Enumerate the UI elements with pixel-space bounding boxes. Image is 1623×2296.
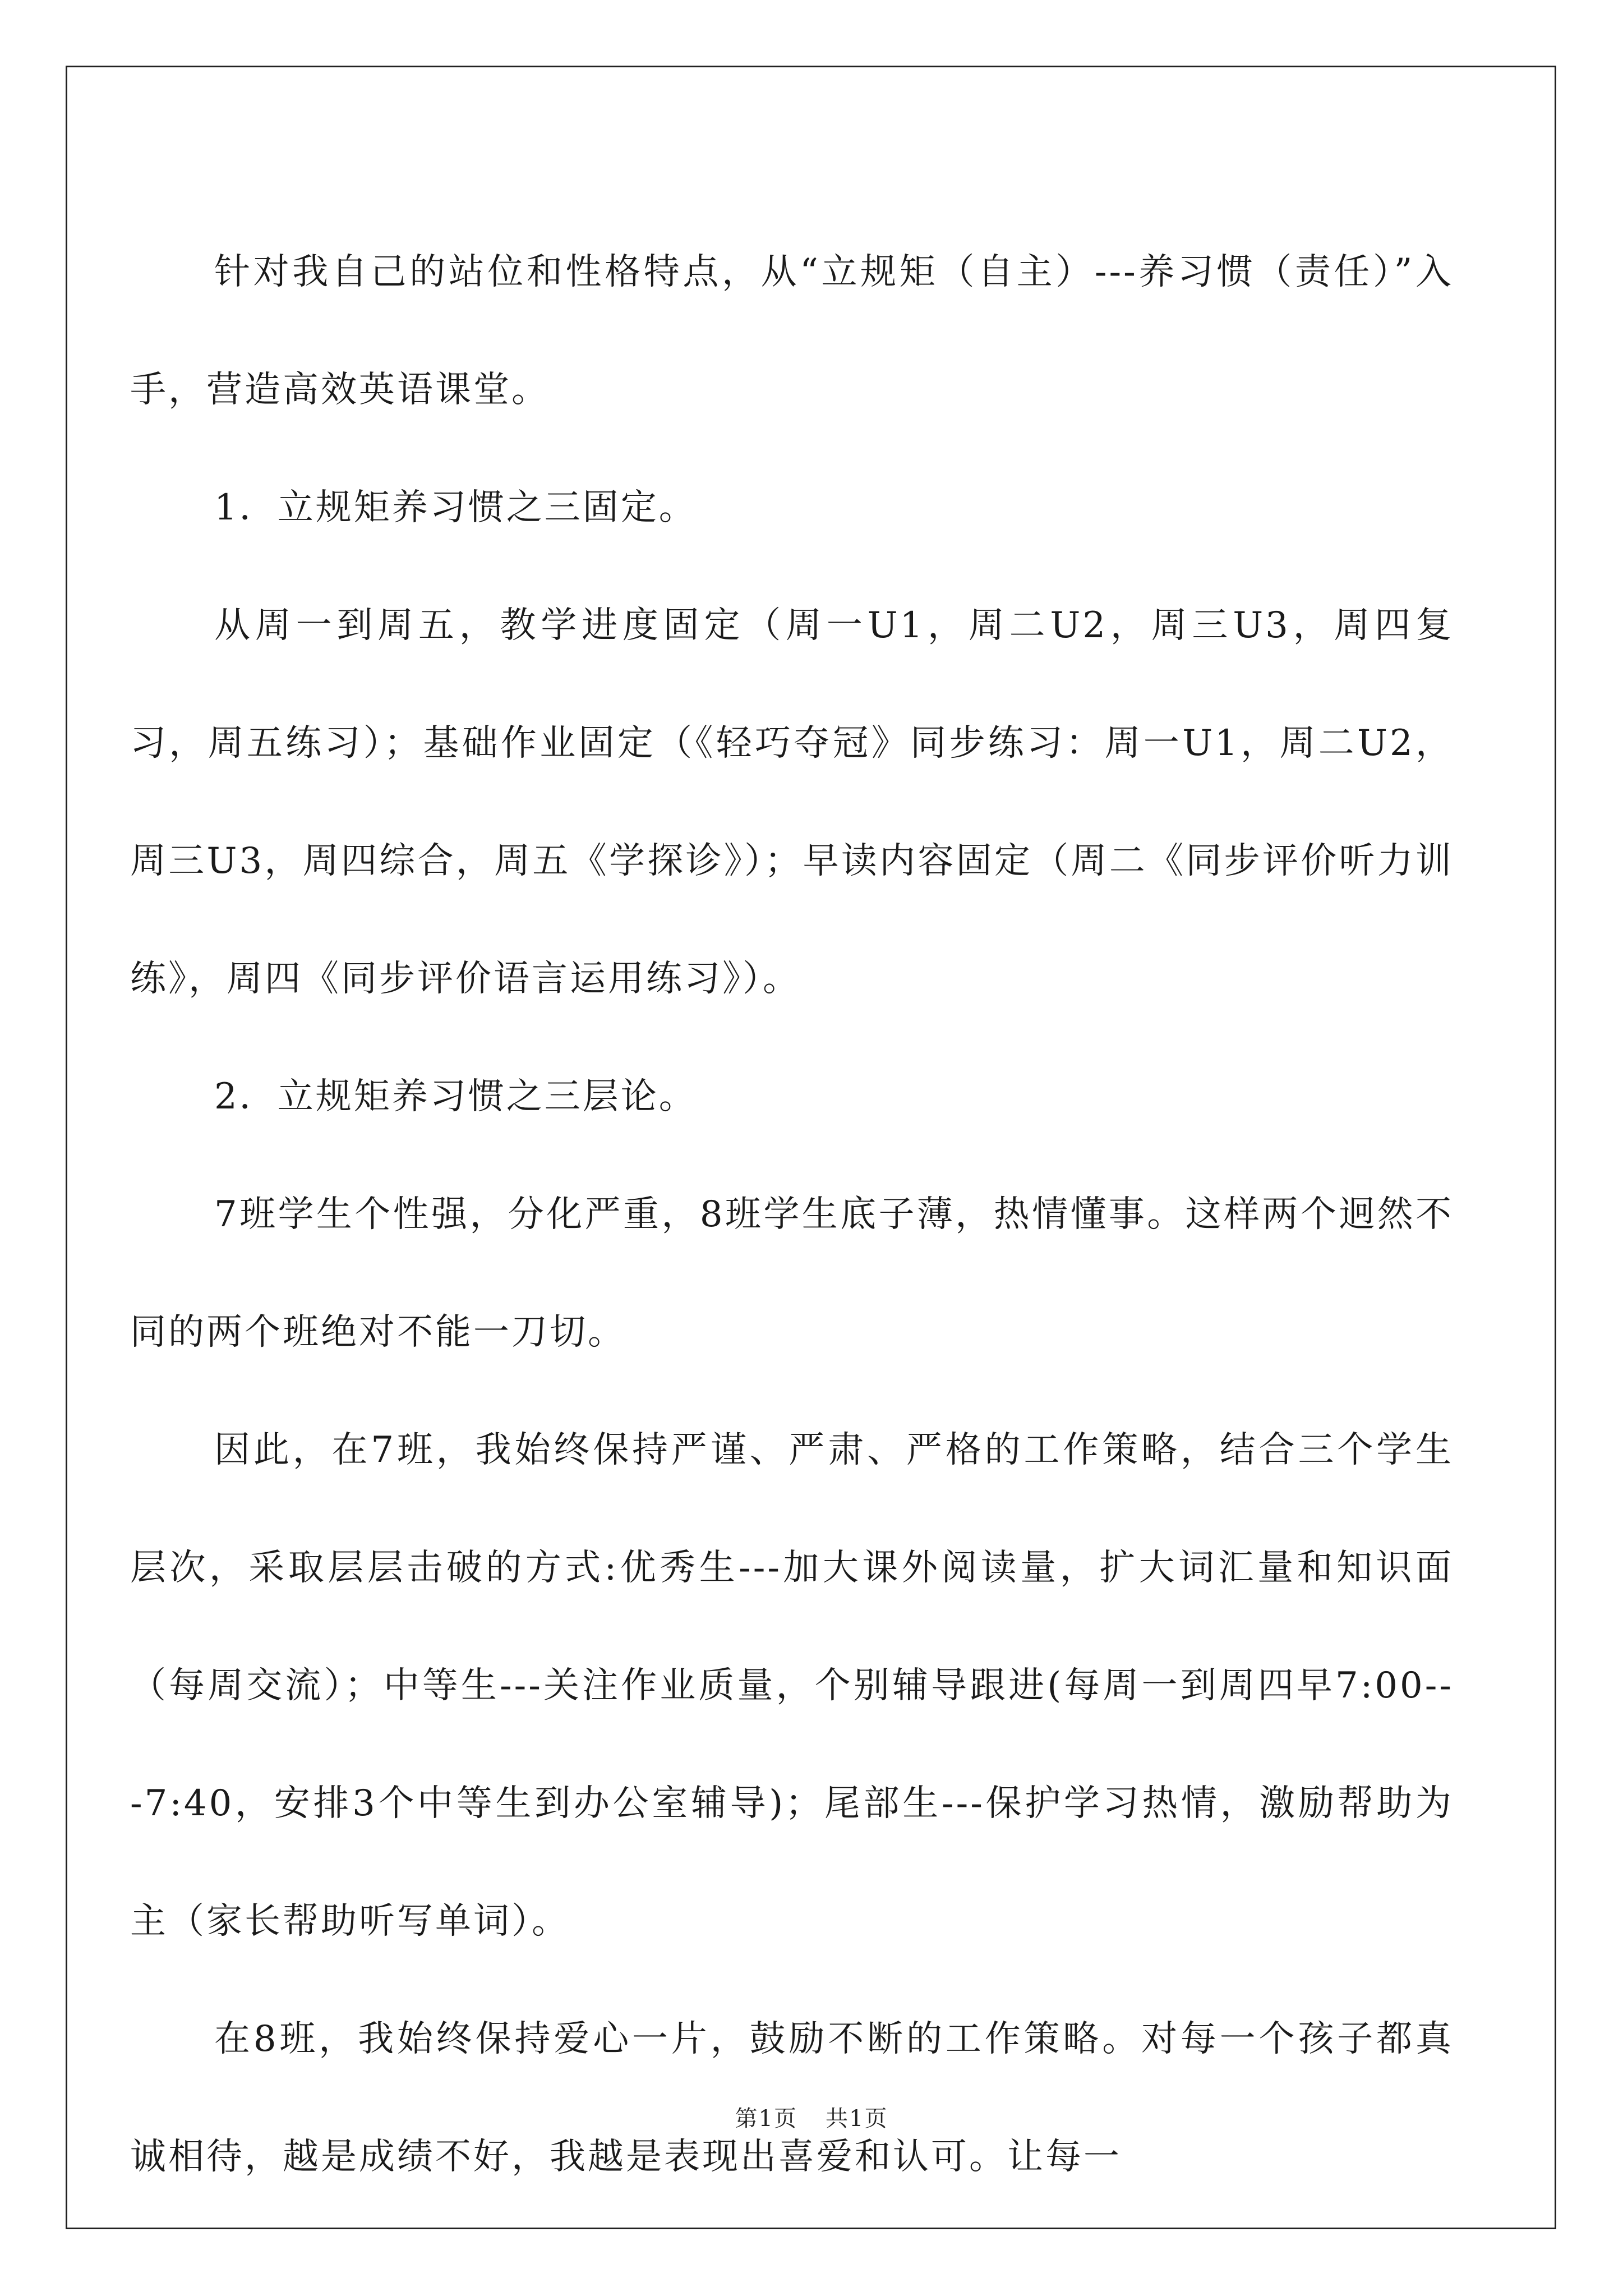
page-footer: [0, 2101, 1623, 2133]
paragraph-schedule: 从周一到周五，教学进度固定（周一U1，周二U2，周三U3，周四复习，周五练习）；基础作业固定（《轻巧夺冠》同步练习：周一U1，周二U2，周三U3，周四综合，周五《学探诊》）；早读内容固定（周二《同步评价听力训练》，周四《同步评价语言运用练习》）。: [130, 605, 1454, 1000]
document-body: [130, 213, 1454, 2216]
heading-three-fixed: 1．立规矩养习惯之三固定。: [214, 487, 697, 528]
page-number: 第1页: [735, 2106, 797, 2132]
paragraph-class-7: 因此，在7班，我始终保持严谨、严肃、严格的工作策略，结合三个学生层次，采取层层击破的方式:优秀生---加大课外阅读量，扩大词汇量和知识面（每周交流）；中等生---关注作业质量，个别辅导跟进(每周一到周四早7:00---7:40，安排3个中等生到办公室辅导)；尾部生---保护学习热情，激励帮助为主（家长帮助听写单词）。: [130, 1429, 1454, 1942]
page-total: 共1页: [826, 2106, 888, 2132]
paragraph-intro: 针对我自己的站位和性格特点，从“立规矩（自主）---养习惯（责任）”入手，营造高效英语课堂。: [130, 251, 1454, 411]
paragraph-class-comparison: 7班学生个性强，分化严重，8班学生底子薄，热情懂事。这样两个迥然不同的两个班绝对不能一刀切。: [130, 1194, 1454, 1353]
heading-three-levels: 2．立规矩养习惯之三层论。: [214, 1076, 697, 1117]
paragraph-class-8: 在8班，我始终保持爱心一片，鼓励不断的工作策略。对每一个孩子都真诚相待，越是成绩不好，我越是表现出喜爱和认可。让每一: [130, 2018, 1454, 2178]
